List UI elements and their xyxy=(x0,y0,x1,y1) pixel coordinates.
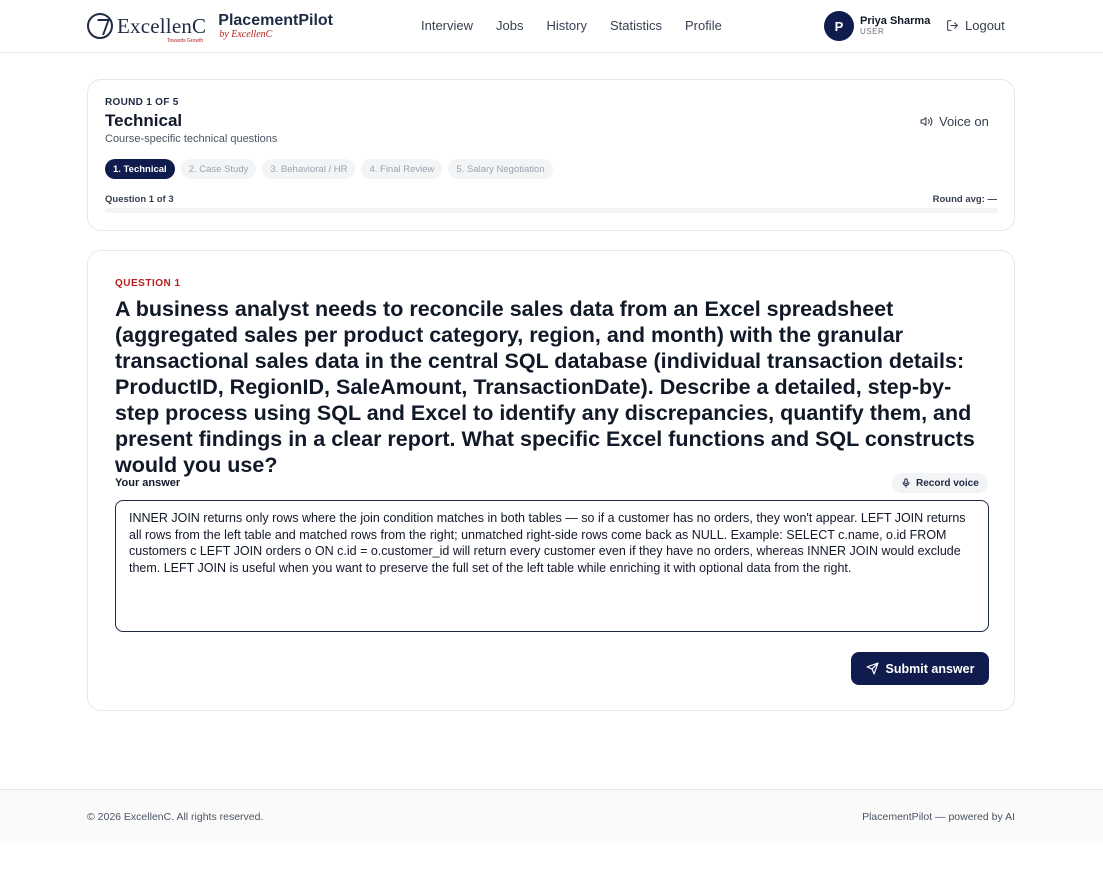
speaker-icon xyxy=(920,115,933,128)
round-card xyxy=(87,79,1015,231)
question-count: Question 1 of 3 xyxy=(105,194,174,205)
record-voice-button[interactable] xyxy=(892,473,988,493)
brand-tagline: Towards Growth xyxy=(167,37,204,44)
avatar: P xyxy=(824,11,854,41)
voice-label: Voice on xyxy=(939,114,989,129)
submit-answer-button[interactable] xyxy=(851,652,989,685)
user-name: Priya Sharma xyxy=(860,15,931,28)
nav-statistics[interactable]: Statistics xyxy=(609,18,662,33)
step-final-review[interactable]: 4. Final Review xyxy=(361,159,442,179)
product-logo xyxy=(218,13,333,40)
user-role: USER xyxy=(860,26,885,36)
round-label: ROUND 1 OF 5 xyxy=(105,97,179,108)
nav-jobs[interactable]: Jobs xyxy=(496,18,524,33)
step-case-study[interactable]: 2. Case Study xyxy=(181,159,257,179)
question-text: A business analyst needs to reconcile sales data from an Excel spreadsheet (aggregated sales per product category, region, and month) with the granular transactional sales data in the central SQL database (individual transaction details: ProductID, RegionID, SaleAmount, TransactionDate). Describe a detailed, step-by-step process using SQL and Excel to identify any discrepancies, quantify them, and present findings in a clear report. What specific Excel functions and SQL constructs would you use? xyxy=(115,297,975,477)
submit-answer-label: Submit answer xyxy=(885,661,975,676)
logout-icon xyxy=(946,19,959,32)
step-salary-negotiation[interactable]: 5. Salary Negotiation xyxy=(448,159,552,179)
record-voice-label: Record voice xyxy=(916,477,979,489)
round-steps xyxy=(105,159,553,179)
step-behavioral-hr[interactable]: 3. Behavioral / HR xyxy=(262,159,355,179)
excellenc-logo-icon xyxy=(87,13,113,39)
step-technical[interactable]: 1. Technical xyxy=(105,159,175,179)
brand-logo[interactable] xyxy=(87,10,333,42)
main-nav xyxy=(421,18,745,33)
product-byline: by ExcellenC xyxy=(219,28,273,40)
send-icon xyxy=(866,662,879,675)
logout-button[interactable] xyxy=(946,18,1005,33)
footer xyxy=(0,789,1103,843)
round-title: Technical xyxy=(105,111,183,130)
answer-input[interactable] xyxy=(115,500,989,632)
footer-powered-by: PlacementPilot — powered by AI xyxy=(862,811,1015,823)
round-progress-bar xyxy=(105,208,998,213)
round-subtitle: Course-specific technical questions xyxy=(105,133,278,145)
round-average: Round avg: — xyxy=(932,194,997,205)
user-menu[interactable] xyxy=(824,11,930,41)
brand-name: ExcellenC xyxy=(117,13,207,38)
nav-profile[interactable]: Profile xyxy=(684,18,722,33)
brand-wordmark xyxy=(117,13,207,44)
footer-copyright: © 2026 ExcellenC. All rights reserved. xyxy=(87,811,264,823)
logout-label: Logout xyxy=(965,18,1005,33)
microphone-icon xyxy=(901,478,911,488)
voice-toggle[interactable] xyxy=(920,114,989,129)
nav-interview[interactable]: Interview xyxy=(421,18,474,33)
question-card xyxy=(87,250,1015,711)
question-label: QUESTION 1 xyxy=(115,278,181,289)
user-info xyxy=(860,16,930,36)
top-header xyxy=(0,0,1103,53)
nav-history[interactable]: History xyxy=(546,18,587,33)
answer-label: Your answer xyxy=(115,477,181,489)
product-name: PlacementPilot xyxy=(218,11,333,29)
